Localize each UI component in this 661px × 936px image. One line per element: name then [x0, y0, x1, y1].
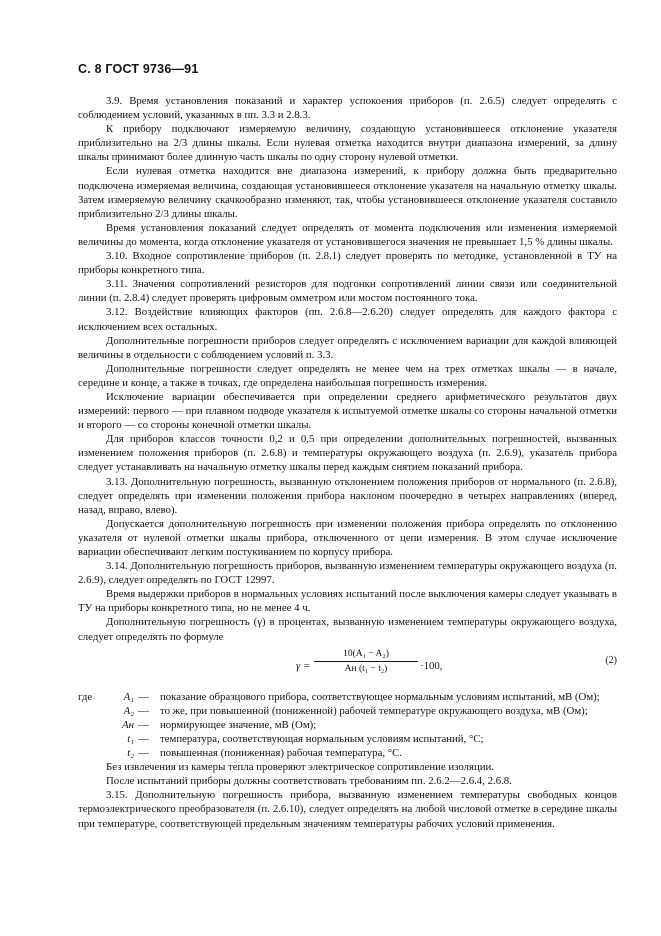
paragraph: Время установления показаний следует определять от момента подключения или изменения измеряемой величины до момента, когда отклонение указателя от установившегося значения не превышает 1,5 % длины шкалы.: [78, 221, 617, 248]
paragraph-3-12: 3.12. Воздействие влияющих факторов (пп. 2.6.8—2.6.20) следует определять для каждого фактора с исключением всех остальных.: [78, 306, 617, 333]
definition-dash: —: [138, 747, 149, 760]
definition-text: температура, соответствующая нормальным условиям испытаний, °С;: [160, 732, 484, 745]
paragraph: Без извлечения из камеры тепла проверяют электрическое сопротивление изоляции.: [106, 761, 494, 774]
definition-dash: —: [138, 718, 149, 731]
definition-text: повышенная (пониженная) рабочая температура, °С.: [160, 747, 402, 760]
paragraph: К прибору подключают измеряемую величину, создающую установившееся отклонение указателя приблизительно на 2/3 длины шкалы. Если нулевая отметка находится внутри диапазона измерений, за длину шкалы принимают более длинную часть шкалы по одну сторону нулевой отметки.: [78, 123, 617, 164]
definition-text: показание образцового прибора, соответствующее нормальным условиям испытаний, мВ (Ом);: [160, 690, 600, 703]
formula-lhs: γ =: [296, 659, 311, 672]
paragraph: Допускается дополнительную погрешность при изменении положения прибора определять по отклонению указателя от нулевой отметки шкалы прибора, отключенного от цепи измерения. В этом случае исключение вариации обеспечивают легким постукиванием по корпусу прибора.: [78, 517, 617, 558]
definition-text: то же, при повышенной (пониженной) рабочей температуре окружающего воздуха, мВ (Ом);: [160, 704, 588, 717]
paragraph-3-14: 3.14. Дополнительную погрешность приборов, вызванную изменением температуры окружающего воздуха (п. 2.6.9), следует определять по ГОСТ 12997.: [78, 560, 617, 587]
paragraph-3-13: 3.13. Дополнительную погрешность, вызванную отклонением положения приборов от нормального (п. 2.6.8), следует определять при изменении положения прибора наклоном поочередно в четырех направлениях (вперед, назад, вправо, влево).: [78, 475, 617, 516]
paragraph: Если нулевая отметка находится вне диапазона измерений, к прибору должна быть предварительно подключена измеряемая величина, создающая установившееся отклонение указателя на начальную отметку шкалы. Затем измеряемую величину скачкообразно изменяют, так, чтобы установившееся отклонение указателя составило приблизительно 2/3 длины шкалы.: [78, 165, 617, 220]
definition-dash: —: [138, 704, 149, 717]
definition-text: нормирующее значение, мВ (Ом);: [160, 718, 317, 731]
document-body: [78, 94, 617, 831]
paragraph: Для приборов классов точности 0,2 и 0,5 при определении дополнительных погрешностей, вызванных изменением положения приборов (п. 2.6.8) и температуры окружающего воздуха (п. 2.6.9), указатель прибора следует устанавливать на начальную отметку шкалы перед каждым снятием показаний прибора.: [78, 433, 617, 474]
definition-symbol: t₁: [127, 732, 134, 745]
definition-item: [78, 746, 617, 760]
paragraph: Время выдержки приборов в нормальных условиях испытаний после выключения камеры следует указывать в ТУ на приборы конкретного типа, но не менее 4 ч.: [78, 588, 617, 615]
definition-symbol: A₂: [123, 704, 134, 717]
definition-item: [78, 704, 617, 718]
definition-symbol: A₁: [123, 690, 134, 703]
formula-numerator: 10(A₁ − A₂): [314, 648, 418, 662]
formula-definitions: [78, 690, 617, 760]
paragraph: Дополнительные погрешности приборов следует определять с исключением вариации для каждой влияющей величины в отдельности с соблюдением условий п. 3.3.: [78, 334, 617, 361]
definition-item: [78, 718, 617, 732]
definition-item: [78, 732, 617, 746]
paragraph: Исключение вариации обеспечивается при определении среднего арифметического результатов двух измерений: первого — при плавном подводе указателя к испытуемой отметке шкалы со стороны начальной отметки и второго — со стороны конечной отметки шкалы.: [78, 390, 617, 432]
definition-dash: —: [138, 732, 149, 745]
paragraph-3-15: 3.15. Дополнительную погрешность прибора, вызванную изменением температуры свободных концов термоэлектрического преобразователя (п. 2.6.10), следует определять на любой числовой отметке в середине шкалы при температуре, соответствующей предельным значениям температуры рабочих условий применения.: [78, 789, 617, 830]
paragraph: Дополнительную погрешность (γ) в процентах, вызванную изменением температуры окружающего воздуха, следует определять по формуле: [78, 616, 617, 643]
paragraph-3-11: 3.11. Значения сопротивлений резисторов для подгонки сопротивлений линии связи или соединительной линии (п. 2.8.4) следует проверять цифровым омметром или мостом постоянного тока.: [78, 278, 617, 305]
definition-symbol: t₂: [127, 747, 134, 760]
paragraph-3-10: 3.10. Входное сопротивление приборов (п. 2.8.1) следует проверять по методике, установленной в ТУ на приборы конкретного типа.: [78, 250, 617, 277]
formula-fraction: [314, 648, 418, 675]
paragraph: После испытаний приборы должны соответствовать требованиям пп. 2.6.2—2.6.4, 2.6.8.: [106, 775, 512, 788]
definition-symbol: Aн: [122, 718, 134, 731]
where-label: где: [78, 690, 93, 703]
definition-dash: —: [138, 690, 149, 703]
formula-denominator: Aн (t₁ − t₂): [344, 663, 388, 674]
formula-2: [78, 646, 617, 686]
formula-number: (2): [605, 654, 617, 666]
formula-multiplier: ·100,: [420, 659, 443, 672]
page-header: С. 8 ГОСТ 9736—91: [78, 62, 199, 76]
paragraph: Дополнительные погрешности следует определять не менее чем на трех отметках шкалы — в начале, середине и конце, а также в точках, где определена наибольшая погрешность измерения.: [78, 362, 617, 389]
definition-item: [78, 690, 617, 704]
paragraph-3-9: 3.9. Время установления показаний и характер успокоения приборов (п. 2.6.5) следует определять с соблюдением условий, указанных в пп. 3.3 и 2.8.3.: [78, 95, 617, 122]
